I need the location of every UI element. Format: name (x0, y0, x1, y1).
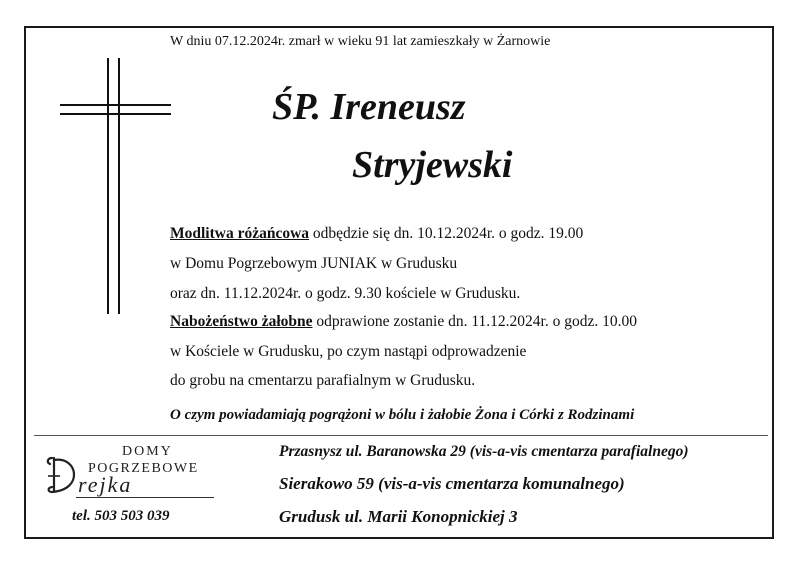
mourners-text: O czym powiadamiają pogrążoni w bólu i żałobie Żona i Córki z Rodzinami (170, 407, 635, 423)
schedule-line: oraz dn. 11.12.2024r. o godz. 9.30 kościele w Grudusku. (170, 285, 521, 302)
logo-underline (76, 497, 214, 498)
schedule-line: Modlitwa różańcowa odbędzie się dn. 10.12.2024r. o godz. 19.00 (170, 225, 584, 242)
phone-number: tel. 503 503 039 (72, 508, 170, 524)
address-line: Sierakowo 59 (vis-a-vis cmentarza komunalnego) (279, 474, 625, 493)
schedule-line: do grobu na cmentarzu parafialnym w Grudusku. (170, 372, 476, 389)
deceased-last-name: Stryjewski (352, 144, 513, 186)
schedule-line: w Domu Pogrzebowym JUNIAK w Grudusku (170, 255, 458, 272)
deceased-first-name: ŚP. Ireneusz (272, 86, 466, 128)
schedule-line: Nabożeństwo żałobne odprawione zostanie dn. 11.12.2024r. o godz. 10.00 (170, 313, 637, 330)
logo-line1: DOMY (122, 444, 173, 459)
cross-icon-line (118, 58, 120, 314)
funeral-home-logo (44, 444, 216, 504)
address-line: Przasnysz ul. Baranowska 29 (vis-a-vis cmentarza parafialnego) (279, 443, 689, 460)
logo-line2: POGRZEBOWE (88, 461, 199, 476)
schedule-line: w Kościele w Grudusku, po czym nastąpi odprowadzenie (170, 343, 527, 360)
cross-icon-bar (60, 104, 171, 106)
divider (34, 435, 768, 436)
address-line: Grudusk ul. Marii Konopnickiej 3 (279, 507, 518, 526)
cross-icon-bar (60, 113, 171, 115)
cross-icon (107, 58, 109, 314)
logo-name: rejka (78, 472, 133, 497)
intro-text: W dniu 07.12.2024r. zmarł w wieku 91 lat zamieszkały w Żarnowie (170, 34, 551, 49)
